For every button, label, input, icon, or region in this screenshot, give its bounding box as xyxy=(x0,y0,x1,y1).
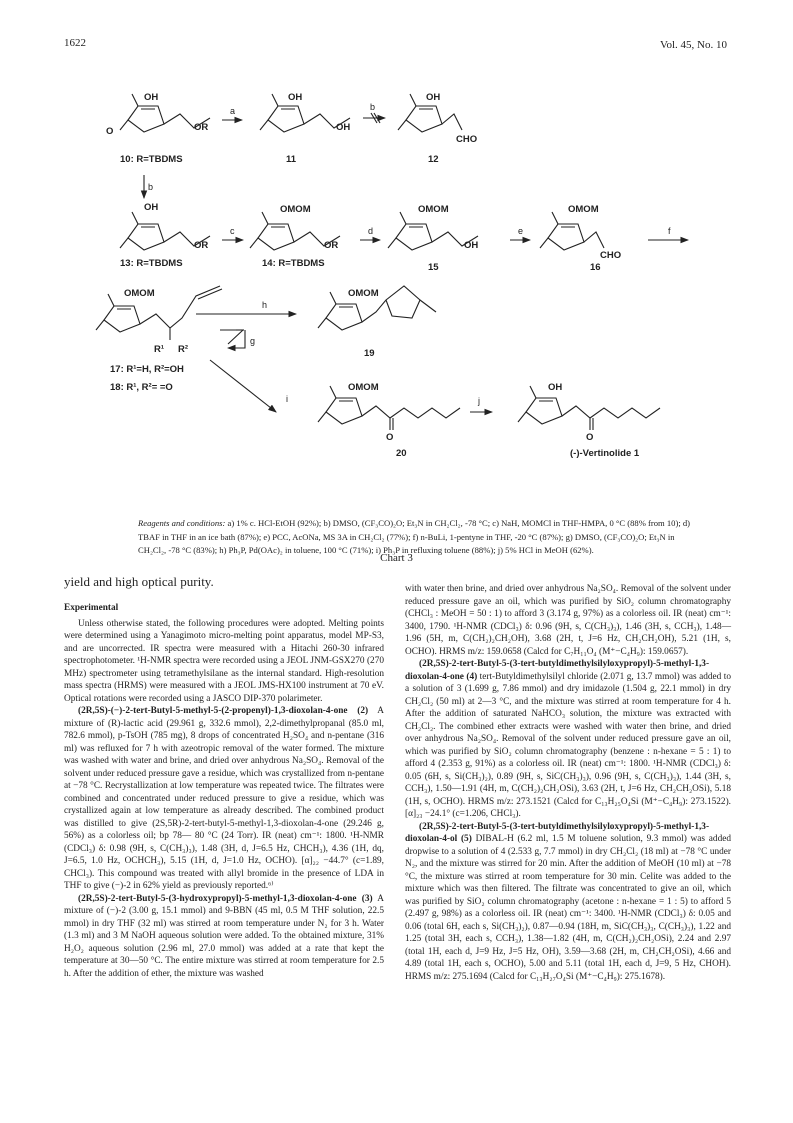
compound-label: 12 xyxy=(428,154,439,165)
step-label: g xyxy=(250,336,256,346)
paragraph xyxy=(64,705,384,893)
paragraph: with water then brine, and dried over anhydrous Na₂SO₄. Removal of the solvent under reduced pressure gave an oil, which was purified by SiO₂ column chromatography (CHCl₃ : MeOH = 50 : 1) to afford 3 (3.174 g, 97%) as a colorless oil. IR (neat) cm⁻¹: 3400, 1790. ¹H-NMR (CDCl₃) δ: 0.96 (9H, s, C(CH₃)₃), 1.46 (3H, s, CCH₃), 1.48—1.96 (5H, m, C(CH₂)₂CH₂OH), 3.68 (2H, t, J=6 Hz, CH₂CH₂OH), 5.21 (1H, s, OCHO). HRMS m/z: 159.0658 (Calcd for C₇H₁₁O₄ (M⁺−C₄H₉): 159.0657). xyxy=(405,584,731,657)
compound-label: 19 xyxy=(364,348,375,359)
step-label: f xyxy=(668,226,671,236)
oh-group: OH xyxy=(548,382,563,393)
paragraph-body: tert-Butyldimethylsilyl chloride (2.071 g, 13.7 mmol) was added to a solution of 3 (1.699 g, 7.86 mmol) and dry imidazole (1.504 g, 22.1 mmol) in dry CH₂Cl₂ (50 ml) at 2—3 °C, and the mixture was stirred at room temperature for 4 h. After the addition of saturated NaHCO₃ solution, the mixture was extracted with CH₂Cl₂. The combined ether extracts were washed with water then brine, and dried over anhydrous Na₂SO₄. Removal of the solvent under reduced pressure gave an oil, which was purified by SiO₂ column chromatography (benzene : n-hexane = 5 : 1) to afford 4 (2.353 g, 91%) as a colorless oil. IR (neat) cm⁻¹: 1800. ¹H-NMR (CDCl₃) δ: 0.05 (6H, s, Si(CH₃)₂), 0.89 (9H, s, SiC(CH₃)₃), 0.96 (9H, s, C(CH₃)₃), 1.44 (3H, s, CCH₃), 1.50—1.91 (4H, m, C(CH₂)₂CH₂OSi), 3.63 (2H, t, J=6 Hz, CH₂CH₂OSi), 5.18 (1H, s, OCHO). HRMS m/z: 273.1521 (Calcd for C₁₃H₂₅O₄Si (M⁺−C₄H₉): 273.1522). [α]₂₃ −24.1° (c=1.206, CHCl₃). xyxy=(405,671,731,819)
compound-label: 18: R¹, R²= =O xyxy=(110,382,173,393)
omom-group: OMOM xyxy=(124,288,155,299)
chart-label: Chart 3 xyxy=(380,552,413,564)
omom-group: OMOM xyxy=(280,204,311,215)
step-label: j xyxy=(478,396,480,406)
compound-label: 10: R=TBDMS xyxy=(120,154,183,165)
omom-group: OMOM xyxy=(568,204,599,215)
caption-text: a) 1% c. HCl-EtOH (92%); b) DMSO, (CF₃CO)₂O; Et₃N in CH₂Cl₂, -78 °C; c) NaH, MOMCl in THF-HMPA, 0 °C (88% from 10); d) TBAF in THF in an ice bath (87%); e) PCC, AcONa, MS 3A in CH₂Cl₂ (77%); f) n-BuLi, 1-pentyne in THF, -20 °C (87%); g) DMSO, (CF₃CO)₂O; Et₃N in CH₂Cl₂, -78 °C (83%); h) Ph₃P, Pd(OAc)₂ in toluene, 100 °C (71%); i) Ph₃P in refluxing toluene (88%); j) 5% HCl in MeOH (62%). xyxy=(138,518,691,555)
oh-group: OH xyxy=(144,92,159,103)
omom-group: OMOM xyxy=(418,204,449,215)
compound-label: 13: R=TBDMS xyxy=(120,258,183,269)
oh-group: OH xyxy=(144,202,159,213)
omom-group: OMOM xyxy=(348,288,379,299)
oh-group: OH xyxy=(288,92,303,103)
compound-label: 17: R¹=H, R²=OH xyxy=(110,364,184,375)
compound-label: (-)-Vertinolide 1 xyxy=(570,448,640,459)
omom-group: OMOM xyxy=(348,382,379,393)
section-heading: Experimental xyxy=(64,603,119,613)
compound-label: 16 xyxy=(590,262,601,273)
paragraph: Unless otherwise stated, the following procedures were adopted. Melting points were determined using a Yanagimoto micro-melting point apparatus, model MP-S3, and are uncorrected. IR spectra were measured with a Hitachi 260-30 infrared spectrophotometer. ¹H-NMR spectra were recorded using a JEOL JNM-GSX270 (270 MHz) spectrometer using tetramethylsilane as the internal standard. High-resolution mass spectra (HRMS) were measured with a JEOL JMS-HX100 instrument at 70 eV. Optical rotations were recorded using a JASCO DIP-370 polarimeter. xyxy=(64,618,384,704)
cho-group: CHO xyxy=(600,250,622,261)
paragraph-body: DIBAL-H (6.2 ml, 1.5 M toluene solution, 9.3 mmol) was added dropwise to a solution of 4 (2.533 g, 7.7 mmol) in dry CH₂Cl₂ (18 ml) at −78 °C under N₂, and the mixture was stirred for 20 min. After the addition of MeOH (10 ml) at −78 °C, the mixture was stirred at room temperature for 30 min. Celite was added to the mixture which was then filtered. The filtrate was concentrated to give an oil, which was purified by SiO₂ column chromatography (acetone : n-hexane = 1 : 5) to afford 5 (2.497 g, 98%) as a colorless oil. IR (neat) cm⁻¹: 3400. ¹H-NMR (CDCl₃) δ: 0.05 and 0.06 (total 6H, each s, Si(CH₃)₂), 0.87—0.94 (18H, m, SiC(CH₃)₃, C(CH₃)₃), 1.22 and 1.25 (total 3H, each s, CCH₃), 1.38—1.82 (4H, m, C(CH₂)₂CH₂OSi), 2.24 and 2.97 (total 1H, each d, J=9 Hz, J=5 Hz, OH), 3.59—3.68 (2H, m, CH₂CH₂OSi), 4.66 and 4.89 (total 1H, each s, OCHO), 5.00 and 5.11 (total 1H, each d, J=9, 5 Hz, CHOH). HRMS m/z: 275.1694 (Calcd for C₁₃H₂₇O₄Si (M⁺−C₄H₉): 275.1678). xyxy=(405,834,731,982)
r1-group: R¹ xyxy=(154,344,165,355)
step-label: e xyxy=(518,226,524,236)
caption-heading: Reagents and conditions: xyxy=(138,518,226,528)
compound-label: 11 xyxy=(286,154,297,165)
right-column xyxy=(405,583,731,983)
or-group: OR xyxy=(194,122,209,133)
step-label: d xyxy=(368,226,374,236)
compound-heading: (2R,5S)-2-tert-Butyl-5-(3-tert-butyldimethylsilyloxypropyl)-5-methyl-1,3-dioxolan-4-ol (5) xyxy=(405,821,710,844)
step-label: a xyxy=(230,106,236,116)
compound-label: 15 xyxy=(428,262,439,273)
r2-group: R² xyxy=(178,344,189,355)
step-label: b xyxy=(370,102,376,112)
oh-group: OH xyxy=(426,92,441,103)
step-label: h xyxy=(262,300,268,310)
page-number: 1622 xyxy=(64,37,86,49)
step-label: c xyxy=(230,226,235,236)
o-group: O xyxy=(386,432,394,443)
paragraph-body: A mixture of (R)-lactic acid (29.961 g, 332.6 mmol), 2,2-dimethylpropanal (85.0 ml, 782.6 mmol), p-TsOH (785 mg), 8 drops of concentrated H₂SO₄ and n-pentane (316 ml) was refluxed for 7 h with azeotropic removal of the water formed. The mixture was washed with water and brine, and dried over anhydrous Na₂SO₄. Removal of the solvent under reduced pressure gave a residue, which was crystallized from n-pentane at −78 °C. Recrystallization at low temperature was repeated twice. The filtrates were combined and concentrated under reduced pressure to give a residue, which was crystallized again at low temperature as already described. The combined product was distilled to give (2S,5R)-2-tert-butyl-5-methyl-1,3-dioxolan-4-one (29.246 g, 56%) as a colorless oil; bp 78— 80 °C (24 Torr). IR (neat) cm⁻¹: 1800. ¹H-NMR (CDCl₃) δ: 0.98 (9H, s, C(CH₃)₃), 1.48 (3H, d, J=6.5 Hz, CHCH₃), 4.36 (1H, dq, J=6.5, 1.0 Hz, OCHCH₃), 5.15 (1H, d, J=1.0 Hz, OCHO). [α]₂₂ −44.7° (c=1.89, CHCl₃). This compound was treated with allyl bromide in the presence of LDA in THF to give (−)-2 in 62% yield as previously reported.⁶⁾ xyxy=(64,706,384,891)
compound-heading: (2R,5S)-2-tert-Butyl-5-(3-tert-butyldimethylsilyloxypropyl)-5-methyl-1,3-dioxolan-4-one (4) xyxy=(405,659,710,682)
or-group: OR xyxy=(194,240,209,251)
compound-heading: (2R,5S)-(−)-2-tert-Butyl-5-methyl-5-(2-propenyl)-1,3-dioxolan-4-one (2) xyxy=(78,706,369,716)
paragraph-body: A mixture of (−)-2 (3.00 g, 15.1 mmol) and 9-BBN (45 ml, 0.5 M THF solution, 22.5 mmol) in dry THF (32 ml) was stirred at room temperature under N₂ for 3 h. Water (1.3 ml) and 3 M NaOH aqueous solution were added. To the obtained mixture, 31% H₂O₂ aqueous solution (2.96 ml, 27.0 mmol) was added at a rate that kept the temperature at 30—50 °C. The entire mixture was stirred at room temperature for 2.5 h. After the addition of ether, the mixture was washed xyxy=(64,893,385,979)
compound-heading: (2R,5S)-2-tert-Butyl-5-(3-hydroxypropyl)-5-methyl-1,3-dioxolan-4-one (3) xyxy=(78,893,373,904)
step-label: i xyxy=(286,394,288,404)
oh-group: OH xyxy=(464,240,479,251)
reaction-scheme xyxy=(0,0,793,520)
compound-label: 20 xyxy=(396,448,407,459)
paragraph xyxy=(405,658,731,821)
paragraph xyxy=(64,893,384,981)
intro-text: yield and high optical purity. xyxy=(64,574,214,589)
or-group: OR xyxy=(324,240,339,251)
paragraph xyxy=(405,821,731,984)
journal-volume: Vol. 45, No. 10 xyxy=(659,39,727,51)
o-group: O xyxy=(106,126,114,137)
compound-label: 14: R=TBDMS xyxy=(262,258,325,269)
left-column xyxy=(64,574,384,980)
cho-group: CHO xyxy=(456,134,478,145)
o-group: O xyxy=(586,432,594,443)
oh-group: OH xyxy=(336,122,351,133)
step-label: b xyxy=(148,182,154,192)
